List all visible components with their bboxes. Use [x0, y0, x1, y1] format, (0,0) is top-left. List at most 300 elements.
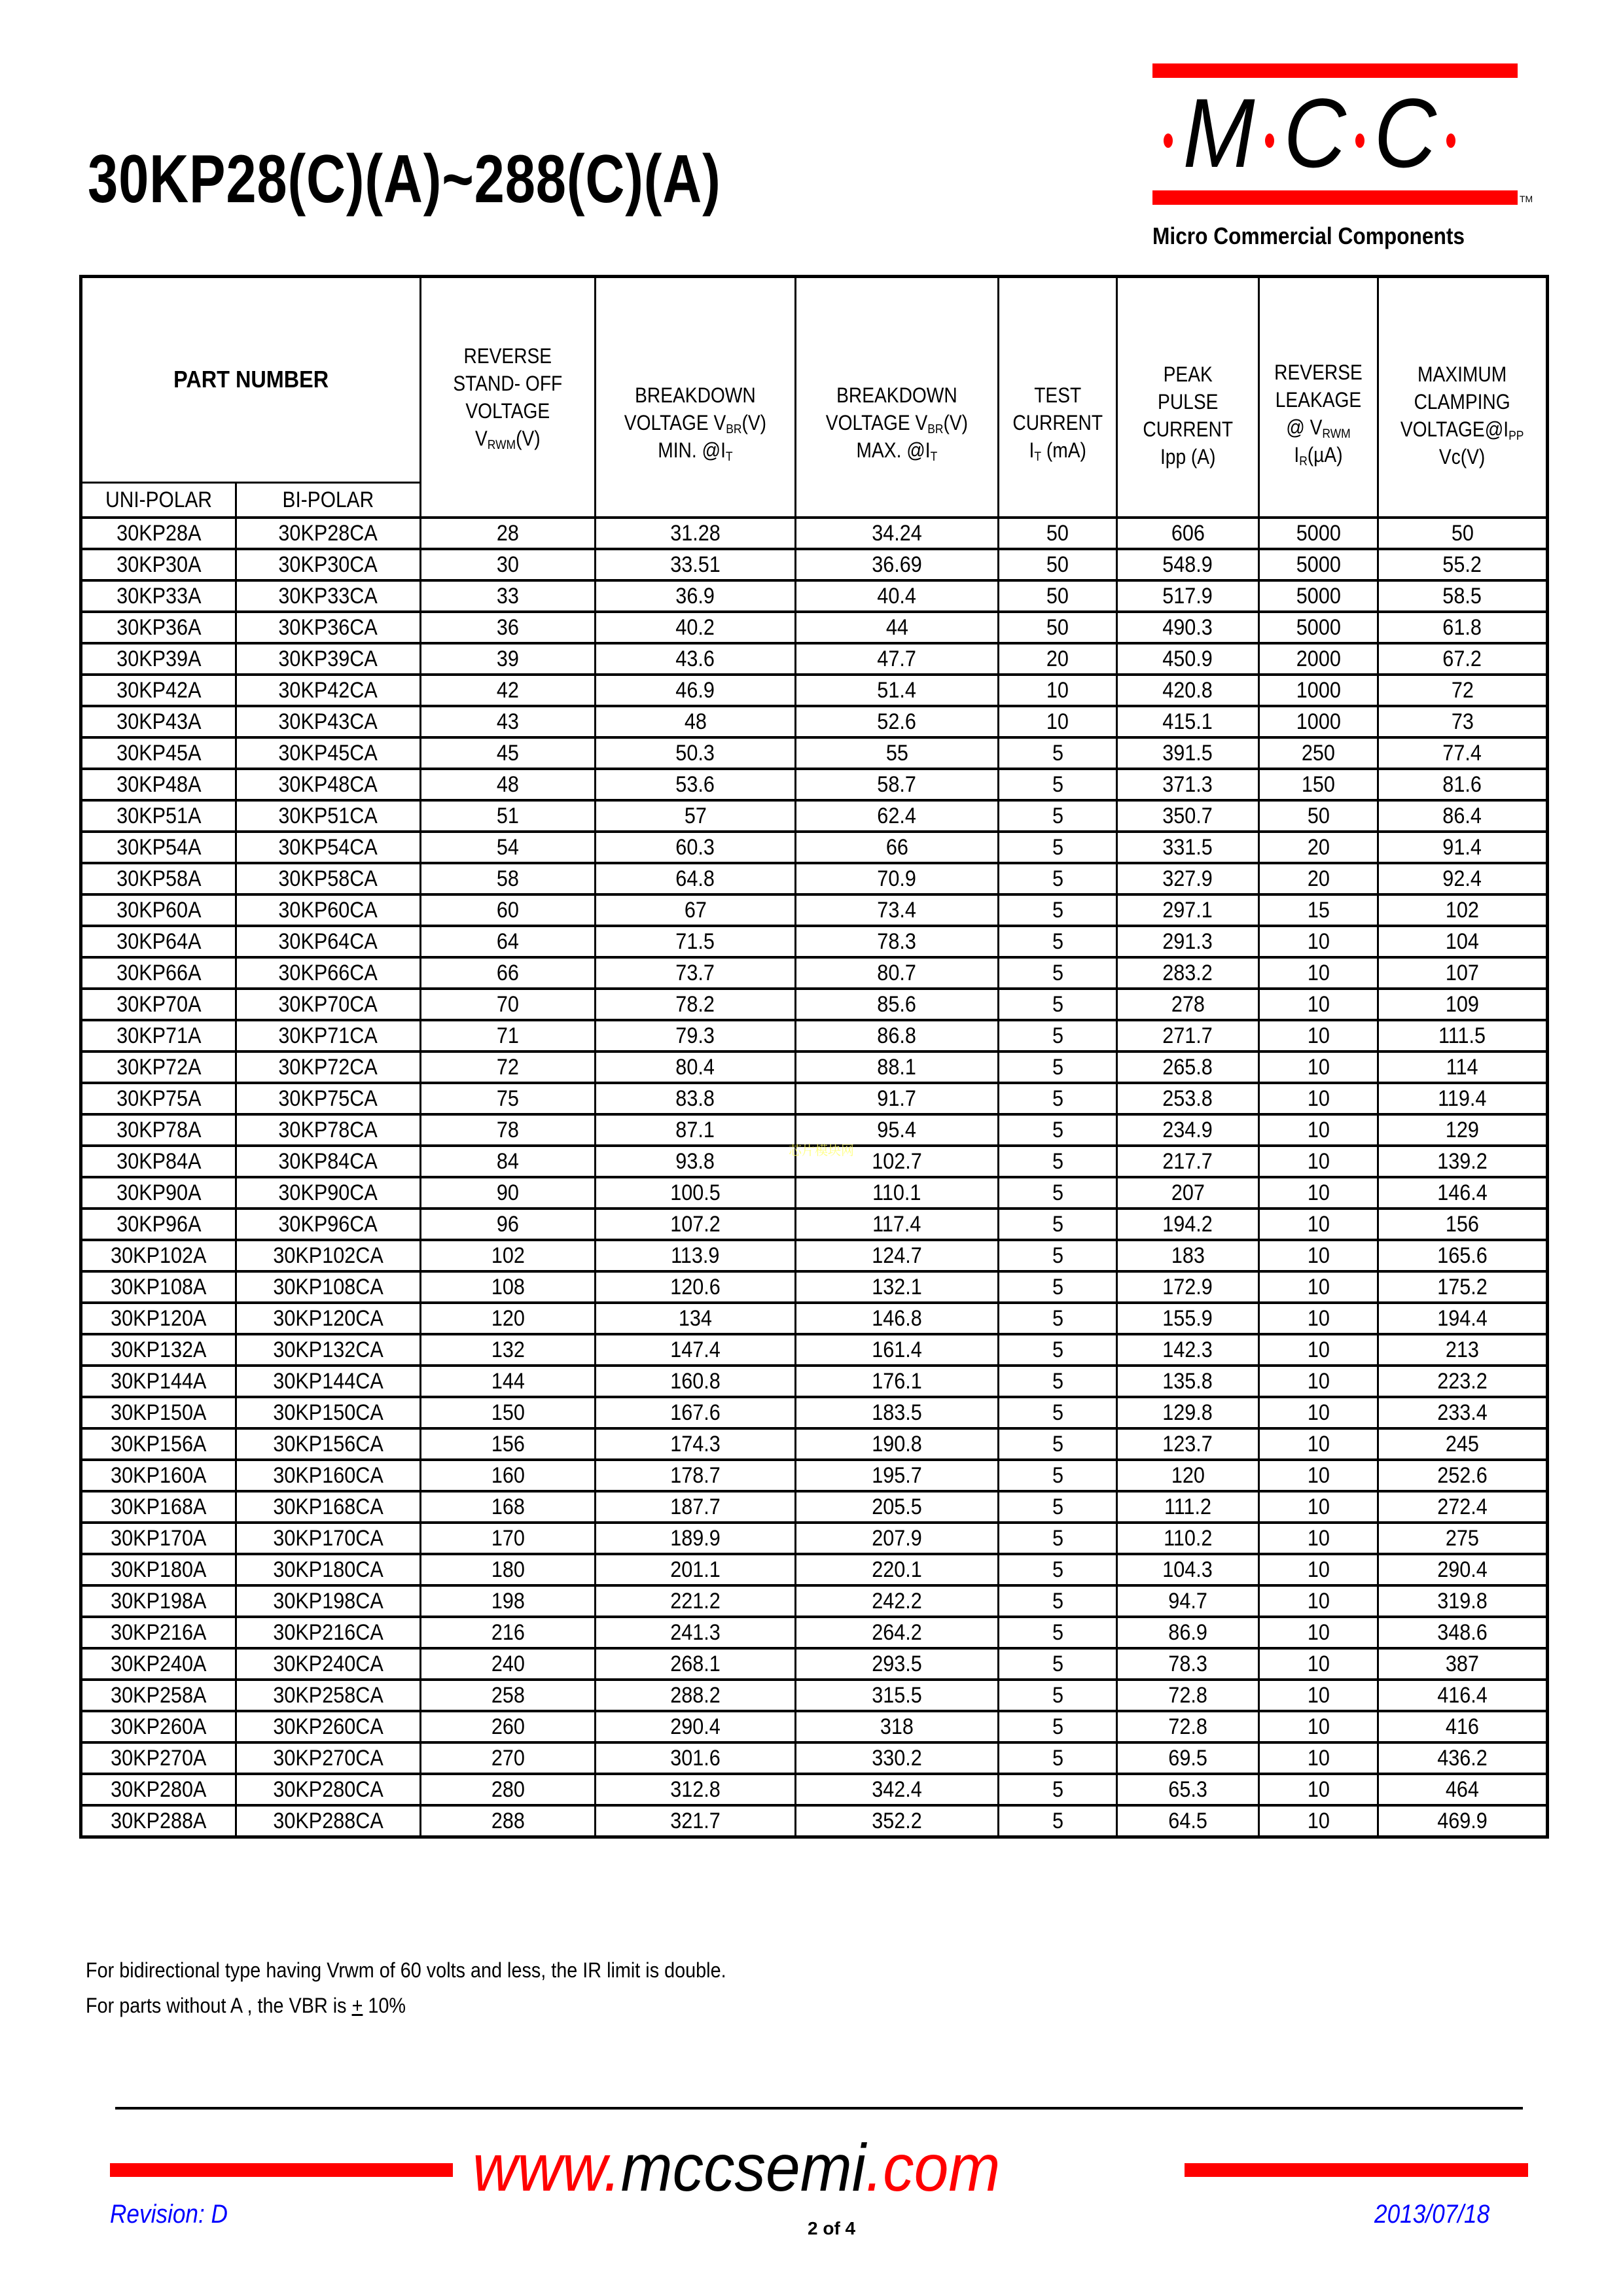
cell-bi-polar-part: 30KP42CA — [236, 675, 421, 706]
cell-test-current: 5 — [999, 1114, 1117, 1146]
cell-vbr-max: 44 — [796, 612, 999, 643]
cell-bi-polar-part: 30KP288CA — [236, 1805, 421, 1837]
cell-vrwm: 48 — [421, 769, 596, 800]
cell-test-current: 20 — [999, 643, 1117, 675]
cell-vc: 107 — [1378, 957, 1548, 989]
cell-ipp: 120 — [1117, 1460, 1259, 1491]
cell-uni-polar-part: 30KP132A — [81, 1334, 236, 1366]
table-row — [81, 1303, 1548, 1334]
cell-vbr-min: 178.7 — [596, 1460, 796, 1491]
cell-ipp: 253.8 — [1117, 1083, 1259, 1114]
cell-vc: 416 — [1378, 1711, 1548, 1742]
cell-ir: 10 — [1259, 1585, 1378, 1617]
cell-bi-polar-part: 30KP36CA — [236, 612, 421, 643]
cell-ir: 10 — [1259, 1240, 1378, 1271]
cell-bi-polar-part: 30KP240CA — [236, 1648, 421, 1680]
cell-vbr-min: 160.8 — [596, 1366, 796, 1397]
cell-vbr-min: 147.4 — [596, 1334, 796, 1366]
cell-vc: 104 — [1378, 926, 1548, 957]
cell-bi-polar-part: 30KP48CA — [236, 769, 421, 800]
cell-test-current: 5 — [999, 1334, 1117, 1366]
cell-vbr-max: 66 — [796, 832, 999, 863]
cell-vbr-min: 268.1 — [596, 1648, 796, 1680]
cell-vbr-max: 78.3 — [796, 926, 999, 957]
header-peak-pulse-current: PEAK PULSE CURRENT Ipp (A) — [1117, 277, 1259, 518]
table-row — [81, 957, 1548, 989]
cell-bi-polar-part: 30KP28CA — [236, 518, 421, 549]
cell-ipp: 606 — [1117, 518, 1259, 549]
cell-ir: 10 — [1259, 1711, 1378, 1742]
cell-bi-polar-part: 30KP270CA — [236, 1742, 421, 1774]
cell-vrwm: 42 — [421, 675, 596, 706]
cell-vrwm: 216 — [421, 1617, 596, 1648]
cell-test-current: 50 — [999, 549, 1117, 580]
cell-vrwm: 33 — [421, 580, 596, 612]
cell-uni-polar-part: 30KP36A — [81, 612, 236, 643]
cell-ir: 10 — [1259, 1177, 1378, 1209]
table-row — [81, 1774, 1548, 1805]
cell-ipp: 194.2 — [1117, 1209, 1259, 1240]
logo-dot-icon — [1355, 133, 1364, 148]
cell-vrwm: 258 — [421, 1680, 596, 1711]
cell-test-current: 5 — [999, 832, 1117, 863]
cell-bi-polar-part: 30KP280CA — [236, 1774, 421, 1805]
header-breakdown-voltage-min: BREAKDOWN VOLTAGE $V_{BR}(V)$ MIN. $@I_T$ — [596, 277, 796, 518]
cell-vc: 58.5 — [1378, 580, 1548, 612]
cell-vbr-min: 79.3 — [596, 1020, 796, 1051]
cell-test-current: 5 — [999, 1428, 1117, 1460]
cell-vbr-min: 93.8 — [596, 1146, 796, 1177]
cell-vc: 91.4 — [1378, 832, 1548, 863]
cell-ipp: 283.2 — [1117, 957, 1259, 989]
table-row — [81, 1051, 1548, 1083]
cell-vrwm: 43 — [421, 706, 596, 737]
cell-vbr-min: 134 — [596, 1303, 796, 1334]
cell-vbr-max: 86.8 — [796, 1020, 999, 1051]
cell-vbr-min: 40.2 — [596, 612, 796, 643]
cell-vbr-max: 91.7 — [796, 1083, 999, 1114]
cell-vrwm: 36 — [421, 612, 596, 643]
cell-vbr-min: 60.3 — [596, 832, 796, 863]
cell-vc: 86.4 — [1378, 800, 1548, 832]
cell-vbr-min: 167.6 — [596, 1397, 796, 1428]
logo-dot-icon — [1164, 133, 1173, 148]
cell-vbr-min: 187.7 — [596, 1491, 796, 1523]
cell-vbr-min: 290.4 — [596, 1711, 796, 1742]
cell-test-current: 5 — [999, 800, 1117, 832]
cell-vrwm: 60 — [421, 894, 596, 926]
company-name: Micro Commercial Components — [1152, 222, 1465, 249]
cell-test-current: 50 — [999, 612, 1117, 643]
cell-ir: 5000 — [1259, 580, 1378, 612]
cell-ipp: 94.7 — [1117, 1585, 1259, 1617]
cell-bi-polar-part: 30KP54CA — [236, 832, 421, 863]
cell-vc: 146.4 — [1378, 1177, 1548, 1209]
footer-divider — [115, 2107, 1523, 2110]
cell-vrwm: 72 — [421, 1051, 596, 1083]
cell-uni-polar-part: 30KP60A — [81, 894, 236, 926]
cell-vbr-max: 95.4 — [796, 1114, 999, 1146]
electrical-characteristics-table — [79, 275, 1549, 1839]
cell-uni-polar-part: 30KP28A — [81, 518, 236, 549]
cell-vc: 72 — [1378, 675, 1548, 706]
table-row — [81, 706, 1548, 737]
cell-vrwm: 270 — [421, 1742, 596, 1774]
cell-vrwm: 30 — [421, 549, 596, 580]
cell-bi-polar-part: 30KP102CA — [236, 1240, 421, 1271]
cell-uni-polar-part: 30KP156A — [81, 1428, 236, 1460]
cell-vc: 111.5 — [1378, 1020, 1548, 1051]
cell-vc: 81.6 — [1378, 769, 1548, 800]
table-row — [81, 1209, 1548, 1240]
table-row — [81, 989, 1548, 1020]
table-row — [81, 1742, 1548, 1774]
cell-vbr-max: 176.1 — [796, 1366, 999, 1397]
cell-vrwm: 160 — [421, 1460, 596, 1491]
cell-vbr-max: 36.69 — [796, 549, 999, 580]
cell-vc: 139.2 — [1378, 1146, 1548, 1177]
cell-vrwm: 71 — [421, 1020, 596, 1051]
cell-test-current: 5 — [999, 1083, 1117, 1114]
table-row — [81, 1491, 1548, 1523]
cell-vbr-max: 318 — [796, 1711, 999, 1742]
cell-ipp: 207 — [1117, 1177, 1259, 1209]
cell-test-current: 5 — [999, 1271, 1117, 1303]
cell-test-current: 5 — [999, 1774, 1117, 1805]
cell-vbr-max: 264.2 — [796, 1617, 999, 1648]
header-test-current: TEST CURRENT $I_T$ (mA) — [999, 277, 1117, 518]
cell-vc: 55.2 — [1378, 549, 1548, 580]
header-uni-polar: UNI-POLAR — [81, 482, 236, 518]
cell-bi-polar-part: 30KP156CA — [236, 1428, 421, 1460]
cell-ir: 2000 — [1259, 643, 1378, 675]
cell-vc: 129 — [1378, 1114, 1548, 1146]
logo-dot-icon — [1446, 133, 1455, 148]
cell-test-current: 5 — [999, 1397, 1117, 1428]
watermark-text: 芯片模块网 — [789, 1144, 854, 1158]
table-row — [81, 1805, 1548, 1837]
cell-ipp: 278 — [1117, 989, 1259, 1020]
cell-ir: 5000 — [1259, 612, 1378, 643]
cell-ipp: 172.9 — [1117, 1271, 1259, 1303]
cell-uni-polar-part: 30KP270A — [81, 1742, 236, 1774]
table-row — [81, 1366, 1548, 1397]
cell-vbr-max: 88.1 — [796, 1051, 999, 1083]
header-reverse-leakage: REVERSE LEAKAGE @ $V_{RWM}$ $I_R(\mu A)$ — [1259, 277, 1378, 518]
table-row — [81, 549, 1548, 580]
cell-vrwm: 28 — [421, 518, 596, 549]
cell-bi-polar-part: 30KP96CA — [236, 1209, 421, 1240]
cell-ir: 1000 — [1259, 675, 1378, 706]
cell-vbr-min: 57 — [596, 800, 796, 832]
cell-test-current: 5 — [999, 989, 1117, 1020]
logo-top-bar — [1152, 63, 1518, 78]
cell-vrwm: 108 — [421, 1271, 596, 1303]
table-row — [81, 1554, 1548, 1585]
cell-test-current: 5 — [999, 1491, 1117, 1523]
table-row — [81, 580, 1548, 612]
cell-ir: 250 — [1259, 737, 1378, 769]
cell-vrwm: 96 — [421, 1209, 596, 1240]
cell-vc: 92.4 — [1378, 863, 1548, 894]
cell-ipp: 78.3 — [1117, 1648, 1259, 1680]
cell-vbr-min: 87.1 — [596, 1114, 796, 1146]
cell-vbr-max: 293.5 — [796, 1648, 999, 1680]
cell-uni-polar-part: 30KP84A — [81, 1146, 236, 1177]
cell-test-current: 5 — [999, 1711, 1117, 1742]
cell-ir: 10 — [1259, 1805, 1378, 1837]
cell-test-current: 5 — [999, 863, 1117, 894]
cell-ipp: 450.9 — [1117, 643, 1259, 675]
cell-vc: 67.2 — [1378, 643, 1548, 675]
cell-ir: 10 — [1259, 1303, 1378, 1334]
cell-ir: 10 — [1259, 1648, 1378, 1680]
cell-ir: 10 — [1259, 1491, 1378, 1523]
cell-vbr-min: 241.3 — [596, 1617, 796, 1648]
cell-vbr-min: 201.1 — [596, 1554, 796, 1585]
cell-uni-polar-part: 30KP75A — [81, 1083, 236, 1114]
cell-vrwm: 51 — [421, 800, 596, 832]
logo-bottom-bar — [1152, 190, 1518, 205]
cell-vbr-max: 190.8 — [796, 1428, 999, 1460]
cell-uni-polar-part: 30KP150A — [81, 1397, 236, 1428]
cell-ipp: 72.8 — [1117, 1680, 1259, 1711]
cell-vrwm: 39 — [421, 643, 596, 675]
cell-bi-polar-part: 30KP258CA — [236, 1680, 421, 1711]
table-row — [81, 894, 1548, 926]
footer-left-red-bar — [110, 2163, 453, 2177]
cell-vc: 50 — [1378, 518, 1548, 549]
cell-bi-polar-part: 30KP39CA — [236, 643, 421, 675]
cell-bi-polar-part: 30KP84CA — [236, 1146, 421, 1177]
cell-ir: 1000 — [1259, 706, 1378, 737]
cell-vc: 61.8 — [1378, 612, 1548, 643]
cell-ipp: 415.1 — [1117, 706, 1259, 737]
cell-ir: 20 — [1259, 832, 1378, 863]
cell-ipp: 72.8 — [1117, 1711, 1259, 1742]
cell-vc: 213 — [1378, 1334, 1548, 1366]
cell-vbr-max: 205.5 — [796, 1491, 999, 1523]
cell-vbr-min: 288.2 — [596, 1680, 796, 1711]
cell-bi-polar-part: 30KP160CA — [236, 1460, 421, 1491]
cell-ipp: 155.9 — [1117, 1303, 1259, 1334]
cell-test-current: 5 — [999, 1303, 1117, 1334]
cell-bi-polar-part: 30KP180CA — [236, 1554, 421, 1585]
cell-vbr-min: 33.51 — [596, 549, 796, 580]
cell-bi-polar-part: 30KP75CA — [236, 1083, 421, 1114]
cell-ipp: 371.3 — [1117, 769, 1259, 800]
cell-uni-polar-part: 30KP43A — [81, 706, 236, 737]
cell-ir: 10 — [1259, 1523, 1378, 1554]
cell-vbr-max: 102.7 — [796, 1146, 999, 1177]
cell-vbr-max: 62.4 — [796, 800, 999, 832]
cell-uni-polar-part: 30KP160A — [81, 1460, 236, 1491]
table-row — [81, 1334, 1548, 1366]
cell-vrwm: 78 — [421, 1114, 596, 1146]
table-row — [81, 1177, 1548, 1209]
cell-vbr-max: 70.9 — [796, 863, 999, 894]
cell-vbr-min: 71.5 — [596, 926, 796, 957]
cell-bi-polar-part: 30KP120CA — [236, 1303, 421, 1334]
cell-vbr-max: 161.4 — [796, 1334, 999, 1366]
cell-test-current: 5 — [999, 1617, 1117, 1648]
cell-vrwm: 144 — [421, 1366, 596, 1397]
cell-uni-polar-part: 30KP70A — [81, 989, 236, 1020]
cell-vrwm: 288 — [421, 1805, 596, 1837]
cell-vrwm: 198 — [421, 1585, 596, 1617]
cell-vbr-min: 64.8 — [596, 863, 796, 894]
cell-test-current: 10 — [999, 675, 1117, 706]
cell-test-current: 5 — [999, 1051, 1117, 1083]
cell-ir: 10 — [1259, 1366, 1378, 1397]
cell-test-current: 5 — [999, 1020, 1117, 1051]
cell-uni-polar-part: 30KP39A — [81, 643, 236, 675]
header-part-number: PART NUMBER — [81, 277, 421, 483]
cell-uni-polar-part: 30KP42A — [81, 675, 236, 706]
website-link[interactable]: www.mccsemi.com — [473, 2130, 1001, 2205]
cell-vc: 114 — [1378, 1051, 1548, 1083]
cell-vc: 233.4 — [1378, 1397, 1548, 1428]
cell-ir: 5000 — [1259, 518, 1378, 549]
cell-vbr-min: 43.6 — [596, 643, 796, 675]
cell-vbr-max: 124.7 — [796, 1240, 999, 1271]
cell-ipp: 548.9 — [1117, 549, 1259, 580]
cell-bi-polar-part: 30KP170CA — [236, 1523, 421, 1554]
cell-uni-polar-part: 30KP170A — [81, 1523, 236, 1554]
cell-ir: 50 — [1259, 800, 1378, 832]
cell-ir: 10 — [1259, 1051, 1378, 1083]
cell-vbr-min: 31.28 — [596, 518, 796, 549]
table-row — [81, 1397, 1548, 1428]
cell-test-current: 5 — [999, 1240, 1117, 1271]
cell-vrwm: 180 — [421, 1554, 596, 1585]
cell-vrwm: 84 — [421, 1146, 596, 1177]
table-row — [81, 1648, 1548, 1680]
cell-uni-polar-part: 30KP144A — [81, 1366, 236, 1397]
page-number: 2 of 4 — [808, 2218, 856, 2238]
cell-vrwm: 58 — [421, 863, 596, 894]
cell-test-current: 5 — [999, 1366, 1117, 1397]
cell-vbr-min: 53.6 — [596, 769, 796, 800]
cell-ipp: 217.7 — [1117, 1146, 1259, 1177]
cell-vbr-min: 107.2 — [596, 1209, 796, 1240]
cell-ir: 15 — [1259, 894, 1378, 926]
plus-minus-symbol: + — [351, 1994, 363, 2017]
cell-ir: 20 — [1259, 863, 1378, 894]
logo-dot-icon — [1265, 133, 1274, 148]
cell-vbr-min: 100.5 — [596, 1177, 796, 1209]
cell-vbr-min: 78.2 — [596, 989, 796, 1020]
cell-vbr-max: 40.4 — [796, 580, 999, 612]
cell-ir: 10 — [1259, 1428, 1378, 1460]
cell-ir: 10 — [1259, 957, 1378, 989]
cell-uni-polar-part: 30KP58A — [81, 863, 236, 894]
cell-vc: 156 — [1378, 1209, 1548, 1240]
cell-ipp: 265.8 — [1117, 1051, 1259, 1083]
table-row — [81, 737, 1548, 769]
table-row — [81, 518, 1548, 549]
cell-vbr-max: 58.7 — [796, 769, 999, 800]
cell-vbr-min: 312.8 — [596, 1774, 796, 1805]
cell-ipp: 129.8 — [1117, 1397, 1259, 1428]
cell-bi-polar-part: 30KP108CA — [236, 1271, 421, 1303]
cell-ir: 10 — [1259, 1020, 1378, 1051]
table-row — [81, 612, 1548, 643]
footnotes — [86, 1952, 726, 2023]
cell-uni-polar-part: 30KP240A — [81, 1648, 236, 1680]
cell-vbr-min: 301.6 — [596, 1742, 796, 1774]
cell-vc: 73 — [1378, 706, 1548, 737]
cell-vc: 175.2 — [1378, 1271, 1548, 1303]
cell-vbr-max: 55 — [796, 737, 999, 769]
cell-test-current: 5 — [999, 1648, 1117, 1680]
cell-ipp: 271.7 — [1117, 1020, 1259, 1051]
cell-vrwm: 70 — [421, 989, 596, 1020]
cell-ir: 10 — [1259, 1114, 1378, 1146]
cell-ir: 10 — [1259, 926, 1378, 957]
cell-vbr-max: 330.2 — [796, 1742, 999, 1774]
cell-test-current: 5 — [999, 1460, 1117, 1491]
cell-uni-polar-part: 30KP71A — [81, 1020, 236, 1051]
cell-vrwm: 168 — [421, 1491, 596, 1523]
cell-ir: 10 — [1259, 1742, 1378, 1774]
table-row — [81, 800, 1548, 832]
cell-vbr-max: 242.2 — [796, 1585, 999, 1617]
cell-ipp: 110.2 — [1117, 1523, 1259, 1554]
cell-bi-polar-part: 30KP51CA — [236, 800, 421, 832]
cell-bi-polar-part: 30KP72CA — [236, 1051, 421, 1083]
cell-vbr-max: 207.9 — [796, 1523, 999, 1554]
cell-ipp: 234.9 — [1117, 1114, 1259, 1146]
table-row — [81, 832, 1548, 863]
cell-vrwm: 45 — [421, 737, 596, 769]
cell-test-current: 5 — [999, 1742, 1117, 1774]
cell-vbr-min: 321.7 — [596, 1805, 796, 1837]
cell-uni-polar-part: 30KP258A — [81, 1680, 236, 1711]
cell-ipp: 331.5 — [1117, 832, 1259, 863]
table-row — [81, 1680, 1548, 1711]
cell-ir: 10 — [1259, 1334, 1378, 1366]
table-row — [81, 1240, 1548, 1271]
cell-uni-polar-part: 30KP66A — [81, 957, 236, 989]
table-row — [81, 926, 1548, 957]
footer-right-red-bar — [1185, 2163, 1528, 2177]
table-row — [81, 1523, 1548, 1554]
cell-ipp: 123.7 — [1117, 1428, 1259, 1460]
table-row — [81, 675, 1548, 706]
cell-test-current: 5 — [999, 957, 1117, 989]
cell-uni-polar-part: 30KP45A — [81, 737, 236, 769]
cell-vbr-min: 48 — [596, 706, 796, 737]
cell-vrwm: 280 — [421, 1774, 596, 1805]
cell-uni-polar-part: 30KP280A — [81, 1774, 236, 1805]
cell-bi-polar-part: 30KP58CA — [236, 863, 421, 894]
cell-vbr-min: 46.9 — [596, 675, 796, 706]
cell-test-current: 5 — [999, 1523, 1117, 1554]
cell-ir: 10 — [1259, 1209, 1378, 1240]
cell-ipp: 391.5 — [1117, 737, 1259, 769]
cell-vbr-min: 113.9 — [596, 1240, 796, 1271]
cell-vc: 77.4 — [1378, 737, 1548, 769]
cell-ir: 10 — [1259, 1617, 1378, 1648]
cell-vc: 469.9 — [1378, 1805, 1548, 1837]
cell-uni-polar-part: 30KP72A — [81, 1051, 236, 1083]
cell-test-current: 5 — [999, 1177, 1117, 1209]
cell-vbr-max: 51.4 — [796, 675, 999, 706]
cell-ipp: 142.3 — [1117, 1334, 1259, 1366]
page-title: 30KP28(C)(A)~288(C)(A) — [88, 141, 721, 217]
cell-ir: 5000 — [1259, 549, 1378, 580]
